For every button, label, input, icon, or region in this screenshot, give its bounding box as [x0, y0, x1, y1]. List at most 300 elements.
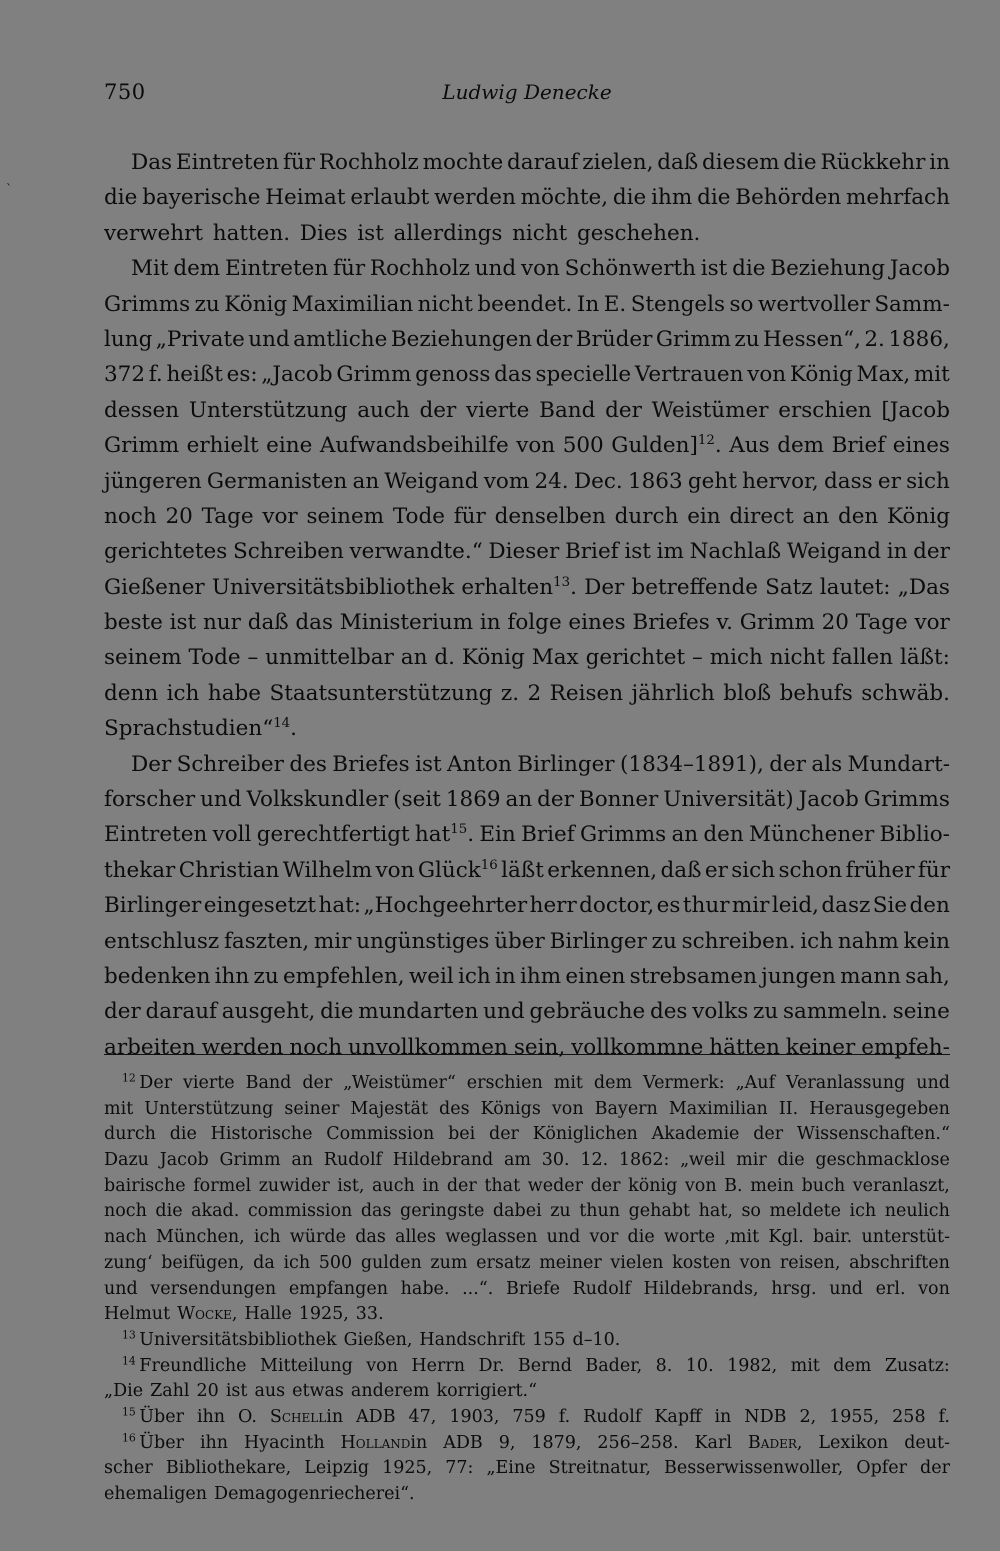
- word: ausgeht,: [221, 999, 316, 1025]
- word: mit: [553, 1073, 583, 1093]
- word: an: [671, 822, 699, 848]
- word: worte: [663, 1227, 716, 1248]
- word: Mundart-: [847, 751, 950, 777]
- word: seiner: [284, 1098, 340, 1119]
- word: in: [326, 1406, 344, 1427]
- word: Schönwerth: [564, 256, 696, 282]
- word: weil: [408, 963, 454, 989]
- word: Briefe: [505, 1278, 560, 1299]
- word: Biblio-: [879, 822, 950, 848]
- word: Jacob: [159, 1150, 209, 1171]
- word: 1869: [445, 787, 501, 813]
- word: und: [104, 1278, 138, 1299]
- word: (1834–1891),: [620, 751, 764, 777]
- word: Gulden]: [611, 433, 698, 459]
- word: eines: [568, 610, 626, 636]
- word: ADB: [443, 1432, 483, 1453]
- word: reisen,: [779, 1252, 841, 1273]
- word: Weistümer: [651, 397, 769, 423]
- word: f.: [148, 362, 163, 388]
- text-line: [104, 959, 950, 994]
- footnote-reference: 13: [553, 574, 571, 590]
- word: vollkommne: [571, 1034, 704, 1060]
- word-with-footnote-ref: [461, 570, 577, 605]
- footnote-line: [104, 1379, 950, 1405]
- word: Rochholz: [318, 150, 419, 175]
- word: der: [104, 999, 141, 1025]
- word: der: [535, 326, 573, 352]
- word: König: [224, 291, 288, 317]
- word: gulden: [360, 1252, 422, 1273]
- word: hrsg.: [771, 1278, 817, 1299]
- word: Staatsunterstützung: [269, 680, 493, 706]
- word: dem: [593, 1073, 633, 1093]
- word: läßt:: [899, 645, 950, 671]
- word: 1903,: [449, 1406, 500, 1427]
- word: ihn: [199, 1432, 229, 1453]
- word: Dieser: [488, 539, 560, 565]
- word: Dec.: [573, 468, 623, 494]
- page-header: [104, 80, 950, 110]
- word: Maximilian: [291, 291, 414, 317]
- word: so: [729, 291, 754, 317]
- word: König: [887, 503, 950, 529]
- footnote-line: [104, 1148, 950, 1174]
- word: in: [886, 539, 908, 565]
- word: erl.: [875, 1278, 906, 1299]
- word: Ein: [479, 822, 516, 848]
- text-line: [104, 782, 950, 817]
- word: heißt: [166, 362, 223, 388]
- word: Band: [245, 1073, 292, 1093]
- word: nach: [104, 1227, 147, 1248]
- word: Grimms: [104, 291, 191, 317]
- word: erschien: [778, 397, 872, 423]
- word: dem: [777, 433, 825, 459]
- word: erlaubt: [350, 185, 430, 211]
- word: empfeh-: [861, 1034, 950, 1060]
- word: auch: [357, 397, 410, 423]
- text-line: [104, 357, 950, 392]
- footnote-rule: [104, 1054, 950, 1055]
- word: ihn: [214, 963, 250, 989]
- word: durch: [614, 503, 679, 529]
- word: Bayern: [594, 1098, 658, 1119]
- word: von: [520, 256, 560, 282]
- word: Universitätsbibliothek: [135, 1329, 337, 1350]
- footnote-line: [104, 1122, 950, 1148]
- word: abschriften: [849, 1252, 950, 1273]
- word: ich: [849, 1201, 877, 1222]
- word: folge: [507, 610, 562, 636]
- word: 256–258.: [597, 1432, 679, 1453]
- word: meldete: [769, 1201, 841, 1222]
- word: sich: [906, 468, 950, 494]
- word: mit: [104, 1098, 134, 1119]
- word: Brüder: [575, 326, 653, 352]
- word: Sie: [872, 893, 908, 919]
- word: Jacob: [798, 787, 859, 813]
- word: that: [484, 1175, 521, 1196]
- word: mundarten: [358, 999, 479, 1025]
- word: „Das: [897, 574, 950, 600]
- word: Tode: [392, 503, 445, 529]
- word: in: [929, 150, 950, 175]
- word: ist: [415, 751, 442, 777]
- word: und: [829, 1278, 863, 1299]
- footnote-reference: 16: [480, 857, 498, 873]
- word: scher: [104, 1458, 153, 1479]
- word: für: [282, 150, 316, 175]
- word: 2.: [864, 326, 885, 352]
- footnote-line: [104, 1199, 950, 1225]
- word: hat,: [698, 1201, 733, 1222]
- word: herr: [529, 893, 577, 919]
- word: 2,: [799, 1406, 817, 1427]
- word: „Weistümer“: [343, 1073, 456, 1093]
- author-name: Bader: [747, 1432, 797, 1453]
- word: Königs: [480, 1098, 541, 1119]
- word: verwehrt: [104, 220, 204, 246]
- word: an: [352, 468, 380, 494]
- word: Leipzig: [304, 1458, 370, 1479]
- word: d.: [434, 645, 455, 671]
- footnote-line: [104, 1225, 950, 1251]
- word: Max: [531, 645, 579, 671]
- word: Hyacinth: [244, 1432, 325, 1453]
- word: Germanisten: [206, 468, 348, 494]
- word: etwas: [292, 1381, 344, 1402]
- word: Eintreten: [104, 822, 208, 848]
- word: läßt: [501, 857, 544, 883]
- word: 258: [892, 1406, 926, 1427]
- word: zu: [550, 1201, 571, 1222]
- text-line: [104, 924, 950, 959]
- word: der: [913, 539, 950, 565]
- word: nicht: [417, 291, 473, 317]
- text-line: [104, 676, 950, 711]
- word: sich: [731, 857, 776, 883]
- footnote-marker: [122, 1071, 172, 1097]
- word: von: [375, 857, 415, 883]
- word: dabei: [492, 1201, 542, 1222]
- word: jungen: [761, 963, 836, 989]
- word: 1863: [627, 468, 683, 494]
- word: Rochholz: [369, 256, 470, 282]
- word: König: [789, 362, 853, 388]
- word: ich: [283, 1252, 311, 1273]
- word: Grimms: [580, 822, 667, 848]
- word: ,: [796, 1432, 803, 1453]
- footnote-marker: [122, 1354, 247, 1380]
- word: „Die: [104, 1381, 144, 1402]
- word: vom: [483, 468, 530, 494]
- footnote-line: [104, 1277, 950, 1303]
- text-line: [104, 640, 950, 675]
- word: 20: [165, 503, 193, 529]
- footnote-number: 15: [122, 1405, 136, 1419]
- word: B.: [724, 1175, 743, 1196]
- word: gehabt: [628, 1201, 691, 1222]
- word: möchte,: [520, 185, 609, 211]
- word: den: [837, 503, 879, 529]
- word: habe.: [400, 1278, 450, 1299]
- word: Birlinger: [517, 751, 615, 777]
- word: von: [918, 1278, 950, 1299]
- word: Majestät: [350, 1098, 428, 1119]
- word: bair.: [813, 1227, 853, 1248]
- word: 10.: [685, 1355, 714, 1376]
- word: und: [248, 326, 290, 352]
- word: den: [909, 893, 950, 919]
- word: ihn: [196, 1406, 226, 1427]
- word: anderem: [350, 1381, 430, 1402]
- word: arbeiten: [104, 1034, 196, 1060]
- word: keiner: [785, 1034, 856, 1060]
- word: vierte: [183, 1073, 235, 1093]
- word: Dies: [299, 220, 348, 246]
- word: von: [684, 1175, 717, 1196]
- word: Vermerk:: [643, 1073, 725, 1093]
- word: 1925,: [382, 1458, 433, 1479]
- word: empfangen: [288, 1278, 388, 1299]
- word: weglassen: [445, 1227, 538, 1248]
- word: des: [439, 1098, 470, 1119]
- word: Herrn: [411, 1355, 466, 1376]
- word: Birlinger: [549, 928, 647, 954]
- word: jüngeren: [104, 468, 202, 494]
- word: Lexikon: [818, 1432, 889, 1453]
- word: nur: [202, 610, 241, 636]
- word: meiner: [539, 1252, 602, 1273]
- word: Gießen,: [343, 1329, 413, 1350]
- word: doctor,: [579, 893, 655, 919]
- word: noch: [104, 503, 157, 529]
- word: hat: [414, 822, 451, 848]
- word: der: [605, 397, 642, 423]
- word: Dazu: [104, 1150, 149, 1171]
- word: d–10.: [572, 1329, 621, 1350]
- word: 1982,: [727, 1355, 778, 1376]
- word: seinem: [306, 503, 385, 529]
- footnote-line: [104, 1405, 950, 1431]
- word: Demagogenriecherei“.: [214, 1484, 415, 1504]
- word-group: [270, 1405, 343, 1431]
- word: Volkskundler: [246, 787, 389, 813]
- word: Birlinger: [104, 893, 202, 919]
- word: allerdings: [393, 220, 503, 246]
- text-line: [104, 1030, 950, 1065]
- word: der: [302, 1073, 333, 1093]
- word: die: [320, 999, 354, 1025]
- word: vor: [589, 1227, 619, 1248]
- word: Herausgegeben: [809, 1098, 950, 1119]
- word: 2: [527, 680, 542, 706]
- footnote-marker: [122, 1405, 184, 1431]
- word: ich: [166, 680, 200, 706]
- word: Aus: [729, 433, 770, 459]
- word: Sprachstudien“: [104, 716, 274, 742]
- author-name: Schell: [269, 1406, 327, 1427]
- word: von: [747, 362, 787, 388]
- word: Max,: [856, 362, 911, 388]
- word-with-footnote-ref: [611, 428, 721, 463]
- word: „Private: [155, 326, 245, 352]
- word: Unterstützung: [188, 397, 348, 423]
- word: dasz: [821, 893, 871, 919]
- word: am: [504, 1150, 532, 1171]
- word: bairische: [104, 1175, 186, 1196]
- word: faszten,: [223, 928, 310, 954]
- word: [Jacob: [881, 397, 950, 423]
- word: Opfer: [856, 1458, 907, 1479]
- word: direct: [729, 503, 794, 529]
- word: früher: [845, 857, 915, 883]
- footnote-line: [104, 1251, 950, 1277]
- word: –: [692, 645, 703, 671]
- word: zu: [253, 963, 279, 989]
- word: er: [704, 857, 728, 883]
- word: Mit: [131, 256, 169, 282]
- word: „Jacob: [261, 362, 333, 388]
- word: beste: [104, 610, 163, 636]
- word: mein: [750, 1175, 795, 1196]
- word: Unterstützung: [144, 1098, 274, 1119]
- word: Handschrift: [419, 1329, 526, 1350]
- footnote-reference: 12: [697, 433, 715, 449]
- word: dem: [173, 256, 221, 282]
- word: ihm: [651, 185, 693, 211]
- word: „Hochgeehrter: [363, 893, 528, 919]
- text-line: [104, 393, 950, 428]
- word-with-footnote-ref: [104, 711, 297, 746]
- word: Mitteilung: [259, 1355, 353, 1376]
- word: nicht: [512, 220, 568, 246]
- word: in: [495, 963, 516, 989]
- word: f.: [938, 1406, 950, 1427]
- word: zu: [194, 291, 220, 317]
- word: es:: [226, 362, 258, 388]
- word: verwandte.“: [349, 539, 483, 565]
- word: korrigiert.“: [436, 1381, 538, 1402]
- word: erhalten: [461, 574, 554, 600]
- word: gerechtfertigt: [256, 822, 410, 848]
- word: fallen: [831, 645, 894, 671]
- word: Königlichen: [532, 1124, 638, 1145]
- word: von: [739, 1252, 772, 1273]
- footnote-number: 16: [122, 1431, 136, 1445]
- word: Eintreten: [224, 256, 329, 282]
- word: von: [366, 1355, 398, 1376]
- word: sah,: [905, 963, 950, 989]
- word: Streitnatur,: [548, 1458, 651, 1479]
- word: –: [247, 645, 259, 671]
- word: seinem: [104, 645, 182, 671]
- word: ich: [253, 1227, 281, 1248]
- word: Reisen: [549, 680, 624, 706]
- word: 372: [104, 362, 146, 388]
- word: Samm-: [874, 291, 950, 317]
- word: Stengels: [630, 291, 726, 317]
- word: so: [741, 1201, 761, 1222]
- word: das: [295, 610, 334, 636]
- footnotes: [104, 1071, 950, 1508]
- word: v.: [716, 610, 733, 636]
- word: er: [877, 468, 901, 494]
- word: Grimm: [739, 610, 815, 636]
- stray-mark: `: [6, 182, 12, 196]
- word: 1925,: [298, 1304, 349, 1325]
- word: unterstüt-: [861, 1227, 950, 1248]
- footnote-marker: [122, 1431, 184, 1457]
- word: weder: [527, 1175, 583, 1196]
- word: mir: [313, 928, 352, 954]
- word: die: [612, 185, 647, 211]
- text-line: [104, 534, 950, 569]
- word: noch: [104, 1201, 147, 1222]
- word: eine: [266, 433, 313, 459]
- word: commission: [247, 1201, 353, 1222]
- word: Brief: [564, 539, 619, 565]
- word: alles: [395, 1227, 436, 1248]
- word: ...“.: [462, 1278, 494, 1299]
- word: amtliche: [293, 326, 388, 352]
- word: Rudolf: [323, 1150, 383, 1171]
- word: 20: [821, 610, 849, 636]
- word: Rückkehr: [820, 150, 926, 175]
- word: Band: [539, 397, 596, 423]
- text-line: [104, 145, 950, 180]
- word: betreffende: [631, 574, 758, 600]
- word: Bader,: [585, 1355, 643, 1376]
- word: Über: [135, 1432, 184, 1453]
- word: hat:: [318, 893, 362, 919]
- punctuation: .: [290, 716, 298, 742]
- word: die: [732, 256, 766, 282]
- author-name: Wocke: [177, 1304, 232, 1325]
- word: vierte: [466, 397, 530, 423]
- word: 12.: [580, 1150, 609, 1171]
- word: dem: [833, 1355, 872, 1376]
- word: zum: [430, 1252, 468, 1273]
- text-line: [104, 464, 950, 499]
- text-line: [104, 216, 950, 251]
- word: und: [200, 787, 242, 813]
- word: darauf: [506, 150, 579, 175]
- word: ehemaligen: [104, 1484, 208, 1504]
- word: behufs: [779, 680, 853, 706]
- word: Hildebrand: [392, 1150, 494, 1171]
- word: Grimm: [655, 326, 731, 352]
- word: und: [483, 999, 525, 1025]
- word: Aufwandsbeihilfe: [319, 433, 509, 459]
- word: zu: [734, 326, 760, 352]
- word: auch: [372, 1175, 415, 1196]
- word: geschehen.: [577, 220, 701, 246]
- word: forscher: [104, 787, 196, 813]
- word: akad.: [191, 1201, 240, 1222]
- word: 77:: [445, 1458, 474, 1479]
- author-name: Holland: [340, 1432, 411, 1453]
- word: für: [333, 256, 366, 282]
- word: die: [155, 1201, 183, 1222]
- word: ist,: [337, 1175, 365, 1196]
- footnote-line: [104, 1302, 950, 1328]
- word: denn: [104, 680, 159, 706]
- word: den: [703, 822, 744, 848]
- word: Dr.: [478, 1355, 505, 1376]
- word: Satz: [765, 574, 813, 600]
